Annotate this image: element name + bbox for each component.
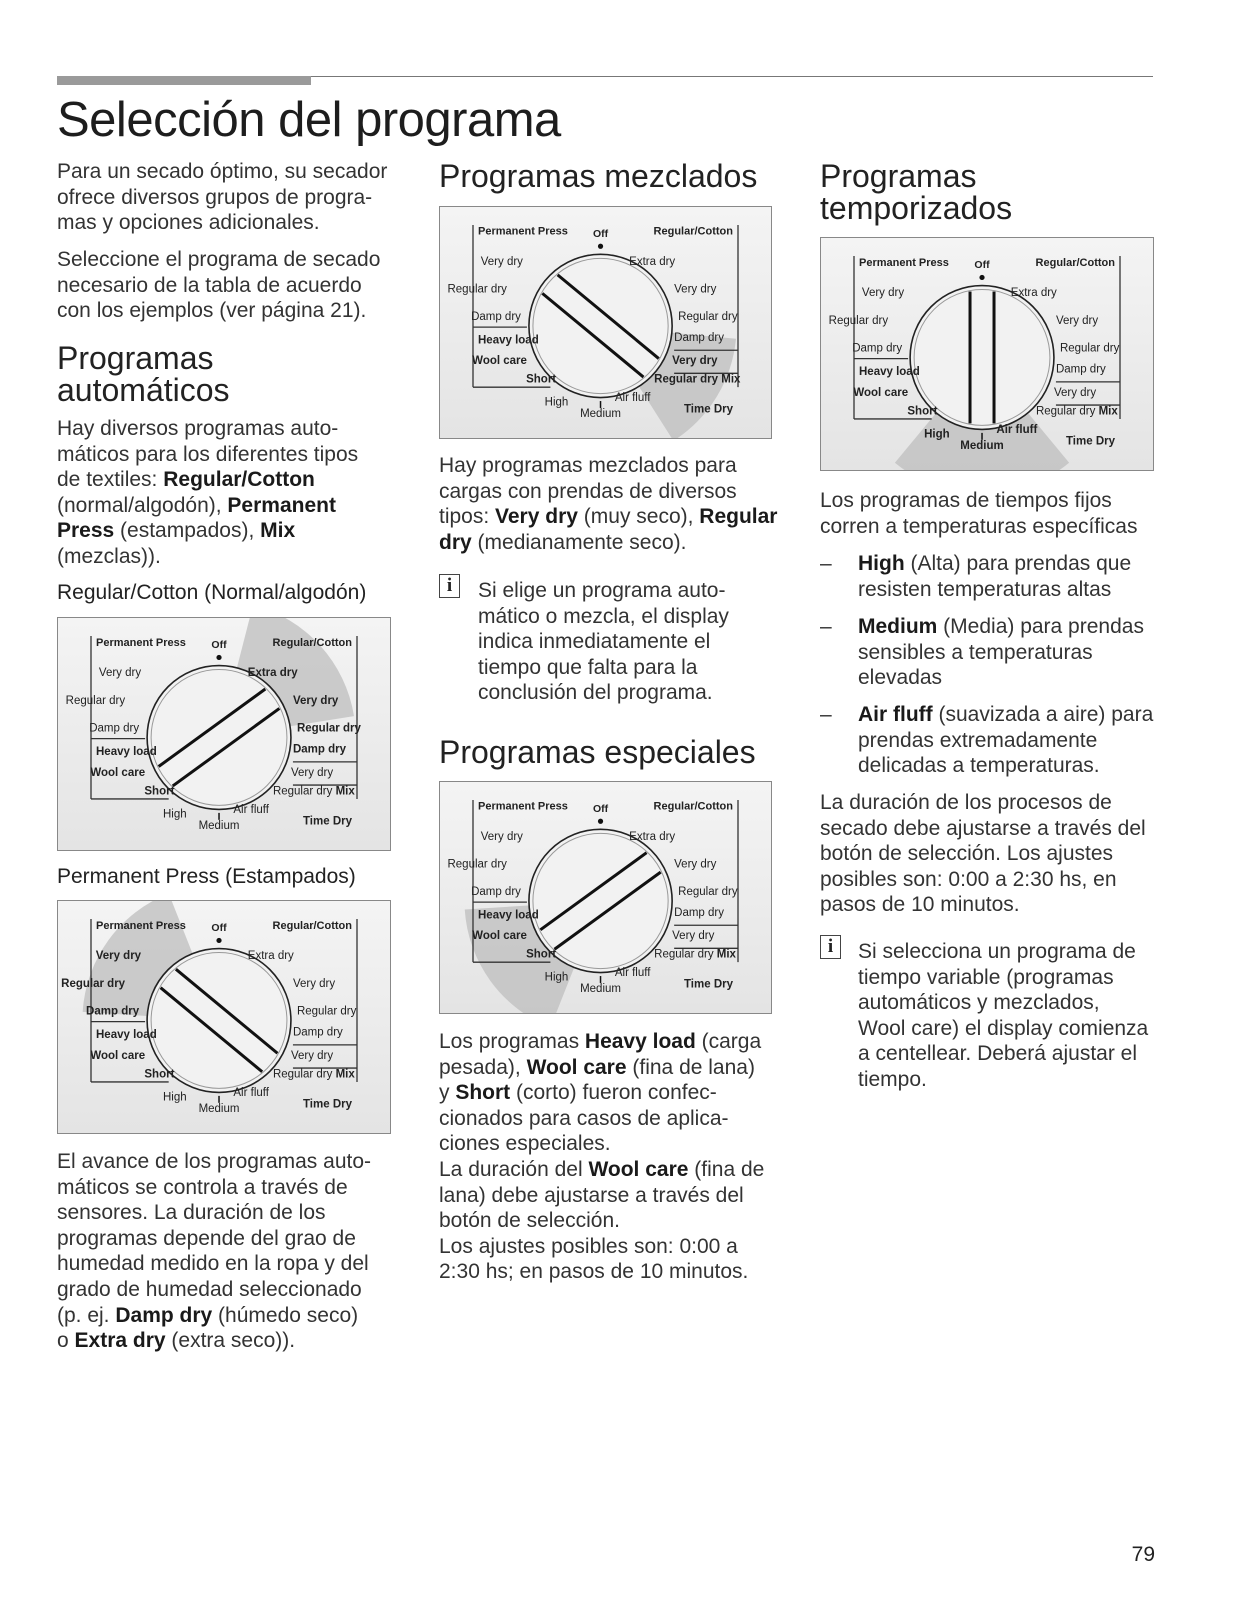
label-heavy-load: Heavy load [96, 745, 157, 758]
info-icon: i [439, 574, 460, 598]
dial-permanent-press [57, 900, 391, 1134]
bold-term: Very dry [495, 505, 578, 529]
heading-timed [820, 160, 1012, 224]
label-very-dry-right: Very dry [1055, 314, 1099, 327]
label-extra-dry-right: Extra dry [247, 667, 298, 679]
label-regular-dry-left: Regular dry [447, 858, 507, 871]
dial-special [439, 781, 772, 1014]
text-line: elevadas [858, 666, 943, 690]
label-off: Off [974, 259, 990, 272]
label-regular-dry-right: Regular dry [296, 722, 361, 735]
text-span: (extra seco)). [165, 1329, 296, 1353]
label-damp-dry-left: Damp dry [471, 886, 521, 899]
label-air-fluff: Air fluff [614, 967, 651, 980]
label-regular-dry-mix: Regular dry Mix [1035, 405, 1118, 418]
text-line [858, 702, 1158, 728]
text-span: (normal/algodón), [57, 493, 228, 517]
label-very-dry-left: Very dry [861, 287, 905, 299]
label-damp-dry-left: Damp dry [852, 342, 903, 355]
label-very-dry-left: Very dry [95, 950, 142, 962]
heading-line: Programas [820, 158, 977, 194]
label-regular-dry-mix: Regular dry Mix [654, 948, 736, 961]
text-line: delicadas a temperaturas. [858, 754, 1100, 778]
label-off: Off [211, 639, 227, 652]
bold-term: Short [455, 1081, 511, 1105]
heading-line: automáticos [57, 372, 230, 408]
heading-special: Programas especiales [439, 734, 756, 770]
text-line: Si elige un programa auto- [478, 579, 726, 602]
text-span: (medianamente seco). [471, 530, 687, 554]
text-line: grado de humedad seleccionado [57, 1277, 362, 1301]
text-line: prendas extremadamente [858, 728, 1098, 752]
label-very-dry-left: Very dry [480, 830, 523, 843]
text-line: cionados para casos de aplica- [439, 1106, 729, 1130]
text-line: corren a temperaturas específicas [820, 514, 1138, 538]
text-span: y [439, 1081, 456, 1105]
text-line: Los programas de tiempos fijos [820, 489, 1112, 512]
text-span: tipos: [439, 505, 496, 529]
text-span: (carga [695, 1030, 762, 1053]
list-item-text [858, 702, 1158, 779]
bold-term: Permanent [227, 493, 336, 517]
text-line: humedad medido en la ropa y del [57, 1252, 369, 1276]
label-off: Off [211, 922, 227, 935]
text-line [858, 551, 1158, 577]
label-high: High [924, 428, 950, 441]
label-wool-care: Wool care [472, 930, 527, 943]
text-line: (mezclas)). [57, 544, 161, 568]
info-icon: i [820, 935, 841, 959]
text-line: Para un secado óptimo, su secador [57, 160, 388, 183]
select-paragraph [57, 247, 380, 324]
text-line: programas depende del grao de [57, 1226, 356, 1250]
text-span: (corto) fueron confec- [510, 1081, 717, 1105]
text-line: resisten temperaturas altas [858, 577, 1112, 601]
bold-term: Air fluff [858, 703, 933, 726]
list-item-text [858, 614, 1158, 691]
text-line: mas y opciones adicionales. [57, 211, 320, 235]
text-span: (estampados), [114, 519, 261, 543]
bold-term: Heavy load [584, 1030, 696, 1053]
label-time-dry: Time Dry [302, 815, 352, 828]
label-regular-dry-left: Regular dry [61, 977, 126, 990]
label-heavy-load: Heavy load [478, 909, 539, 922]
label-regular-cotton: Regular/Cotton [653, 800, 733, 813]
label-very-dry-left: Very dry [98, 667, 142, 679]
text-line: sensibles a temperaturas [858, 640, 1093, 664]
label-damp-dry-right: Damp dry [1055, 363, 1106, 376]
label-time-dry: Time Dry [1065, 435, 1115, 448]
bold-term: Medium [858, 615, 938, 638]
label-regular-cotton: Regular/Cotton [272, 919, 352, 932]
text-span: (fina de [688, 1157, 765, 1181]
text-line: tiempo variable (programas [858, 965, 1114, 989]
bold-term: Press [57, 519, 115, 543]
text-line [57, 493, 358, 519]
text-line: posibles son: 0:00 a 2:30 hs, en [820, 867, 1117, 891]
text-line: automáticos y mezclados, [858, 991, 1100, 1015]
label-medium: Medium [960, 440, 1004, 453]
top-accent-bar [57, 76, 311, 85]
text-line: Hay programas mezclados para [439, 454, 737, 477]
label-short: Short [526, 373, 557, 386]
text-line: El avance de los programas auto- [57, 1150, 372, 1173]
text-line [858, 614, 1158, 640]
timed-paragraph [820, 488, 1137, 539]
bold-term: High [858, 552, 905, 575]
text-span: (p. ej. [57, 1303, 116, 1327]
text-span: La duración del [439, 1157, 589, 1181]
text-line: máticos se controla a través de [57, 1175, 348, 1199]
text-line: sensores. La duración de los [57, 1201, 326, 1225]
label-medium: Medium [198, 820, 240, 833]
text-line [439, 1080, 764, 1106]
label-regular-dry-right: Regular dry [296, 1005, 357, 1018]
text-line: Wool care) el display comienza [858, 1016, 1149, 1040]
label-air-fluff: Air fluff [233, 1086, 269, 1099]
text-line: La duración de los procesos de [820, 791, 1112, 814]
text-line: pasos de 10 minutos. [820, 893, 1020, 917]
label-very-dry-left: Very dry [480, 255, 523, 268]
label-very-dry-right: Very dry [292, 977, 336, 990]
duration-paragraph [820, 790, 1146, 918]
label-very-dry-mix: Very dry [290, 1049, 334, 1062]
text-line: conclusión del programa. [478, 681, 713, 705]
dial-timed [820, 237, 1154, 471]
bold-term: dry [439, 530, 472, 554]
label-mix: Mix [721, 373, 741, 386]
label-very-dry-right: Very dry [674, 858, 717, 871]
label-regular-dry-left: Regular dry [828, 314, 889, 327]
dial-diagram [58, 901, 390, 1133]
label-extra-dry-right: Extra dry [1010, 287, 1057, 299]
label-very-dry-right: Very dry [292, 694, 339, 707]
page-number: 79 [1131, 1543, 1155, 1566]
list-dash: – [820, 703, 832, 726]
label-regular-dry-right: Regular dry [1059, 342, 1120, 355]
bold-term: Wool care [526, 1055, 627, 1079]
label-damp-dry-right: Damp dry [292, 1026, 343, 1039]
text-span: o [57, 1329, 75, 1353]
label-mix: Mix [716, 948, 736, 961]
label-regular-cotton: Regular/Cotton [272, 636, 352, 649]
label-regular-dry-left: Regular dry [65, 694, 126, 707]
text-line [57, 518, 358, 544]
info-note-mixed [478, 578, 729, 706]
label-mix: Mix [335, 785, 355, 798]
dial-diagram [58, 618, 390, 850]
off-marker [979, 275, 984, 280]
label-damp-dry-right: Damp dry [674, 331, 725, 344]
label-regular-dry-mix: Regular dry Mix [272, 785, 355, 798]
text-line: indica inmediatamente el [478, 630, 711, 654]
label-mix: Mix [335, 1068, 355, 1081]
subheading-regular-cotton: Regular/Cotton (Normal/algodón) [57, 581, 367, 604]
label-very-dry-mix: Very dry [672, 930, 715, 943]
label-short: Short [526, 948, 557, 961]
text-line: Hay diversos programas auto- [57, 417, 339, 440]
text-line: 2:30 hs; en pasos de 10 minutos. [439, 1260, 749, 1284]
text-line: ciones especiales. [439, 1132, 611, 1156]
text-span: (muy seco), [577, 505, 700, 529]
heading-line: Programas [57, 340, 214, 376]
text-line: Seleccione el programa de secado [57, 248, 381, 271]
off-marker [216, 938, 221, 943]
text-line: tiempo. [858, 1067, 927, 1091]
label-damp-dry-right: Damp dry [292, 743, 346, 756]
label-damp-dry-left: Damp dry [86, 1005, 140, 1018]
label-off: Off [592, 803, 609, 816]
text-line [57, 467, 358, 493]
automatic-paragraph [57, 416, 358, 570]
dial-diagram [440, 782, 771, 1013]
label-permanent-press: Permanent Press [96, 919, 186, 932]
label-air-fluff: Air fluff [233, 803, 269, 816]
text-line [439, 1029, 764, 1055]
label-very-dry-right: Very dry [674, 283, 717, 296]
intro-paragraph [57, 159, 387, 236]
label-very-dry-mix: Very dry [290, 766, 334, 779]
label-time-dry: Time Dry [302, 1098, 352, 1111]
label-short: Short [144, 1068, 175, 1081]
text-line: necesario de la tabla de acuerdo [57, 273, 362, 297]
label-regular-dry-right: Regular dry [678, 886, 738, 899]
text-span: (fina de lana) [626, 1055, 755, 1079]
label-extra-dry-right: Extra dry [629, 830, 676, 843]
label-high: High [162, 808, 187, 821]
text-line [57, 1328, 371, 1354]
text-line: a centellear. Deberá ajustar el [858, 1042, 1137, 1066]
text-span: Los programas [439, 1030, 585, 1053]
label-damp-dry-right: Damp dry [674, 906, 725, 919]
text-line: botón de selección. [439, 1209, 620, 1233]
text-span: (Media) para prendas [937, 615, 1144, 638]
list-item-text [858, 551, 1158, 602]
text-line: con los ejemplos (ver página 21). [57, 299, 367, 323]
off-marker [598, 244, 603, 249]
text-span: (Alta) para prendas que [904, 552, 1132, 575]
text-line: cargas con prendas de diversos [439, 479, 737, 503]
label-permanent-press: Permanent Press [478, 800, 568, 813]
label-mix: Mix [1098, 405, 1118, 418]
label-regular-dry-mix: Regular dry Mix [272, 1068, 355, 1081]
label-damp-dry-left: Damp dry [89, 722, 140, 735]
text-line [57, 1303, 371, 1329]
label-permanent-press: Permanent Press [478, 225, 568, 238]
text-span: pesada), [439, 1055, 527, 1079]
dial-mixed [439, 206, 772, 439]
label-extra-dry-right: Extra dry [629, 255, 676, 268]
label-heavy-load: Heavy load [96, 1028, 157, 1041]
label-high: High [544, 971, 569, 984]
text-line: secado debe ajustarse a través del [820, 816, 1146, 840]
label-regular-dry-right: Regular dry [678, 311, 738, 324]
text-line [439, 1157, 764, 1183]
label-off: Off [592, 228, 609, 241]
label-short: Short [144, 785, 175, 798]
text-line: Si selecciona un programa de [858, 940, 1136, 963]
text-line: mático o mezcla, el display [478, 604, 729, 628]
text-line: botón de selección. Los ajustes [820, 842, 1114, 866]
label-wool-care: Wool care [472, 355, 527, 368]
bold-term: Wool care [588, 1157, 689, 1181]
label-heavy-load: Heavy load [859, 365, 920, 378]
dial-diagram [440, 207, 771, 438]
list-dash: – [820, 552, 832, 575]
label-regular-cotton: Regular/Cotton [653, 225, 733, 238]
label-air-fluff: Air fluff [996, 423, 1038, 436]
special-paragraph [439, 1029, 764, 1285]
page-title: Selección del programa [57, 93, 561, 147]
text-span: de textiles: [57, 468, 164, 492]
label-wool-care: Wool care [90, 766, 146, 779]
label-extra-dry-right: Extra dry [247, 950, 294, 962]
text-line [439, 530, 777, 556]
bold-term: Mix [260, 519, 296, 543]
text-line: Los ajustes posibles son: 0:00 a [439, 1234, 738, 1258]
off-marker [598, 819, 603, 824]
label-regular-dry-mix: Regular dry Mix [654, 373, 741, 386]
label-short: Short [907, 405, 938, 418]
text-span: (húmedo seco) [212, 1303, 359, 1327]
label-medium: Medium [198, 1103, 240, 1116]
bold-term: Regular/Cotton [163, 468, 315, 492]
label-medium: Medium [580, 408, 621, 421]
label-high: High [544, 396, 569, 409]
heading-mixed: Programas mezclados [439, 158, 758, 194]
text-line: máticos para los diferentes tipos [57, 442, 359, 466]
heading-automatic [57, 342, 230, 406]
mixed-paragraph [439, 453, 777, 555]
sensor-paragraph [57, 1149, 371, 1354]
label-time-dry: Time Dry [683, 978, 733, 991]
label-wool-care: Wool care [90, 1049, 146, 1062]
label-high: High [162, 1091, 187, 1104]
label-permanent-press: Permanent Press [96, 636, 186, 649]
text-line: lana) debe ajustarse a través del [439, 1183, 744, 1207]
info-note-timed [858, 939, 1148, 1093]
bold-term: Regular [699, 505, 778, 529]
label-very-dry-mix: Very dry [672, 355, 718, 368]
subheading-permanent-press: Permanent Press (Estampados) [57, 865, 356, 888]
text-span: (suavizada a aire) para [932, 703, 1154, 726]
text-line: tiempo que falta para la [478, 655, 698, 679]
label-air-fluff: Air fluff [614, 392, 651, 405]
label-heavy-load: Heavy load [478, 334, 539, 347]
label-damp-dry-left: Damp dry [471, 311, 521, 324]
label-time-dry: Time Dry [683, 403, 733, 416]
text-line [439, 504, 777, 530]
text-line: ofrece diversos grupos de progra- [57, 185, 373, 209]
bold-term: Damp dry [115, 1303, 213, 1327]
label-medium: Medium [580, 983, 621, 996]
list-dash: – [820, 615, 832, 638]
label-regular-cotton: Regular/Cotton [1035, 256, 1115, 269]
off-marker [216, 655, 221, 660]
dial-regular-cotton [57, 617, 391, 851]
bold-term: Extra dry [74, 1329, 166, 1353]
label-very-dry-mix: Very dry [1053, 386, 1097, 399]
label-wool-care: Wool care [853, 386, 909, 399]
label-regular-dry-left: Regular dry [447, 283, 507, 296]
label-permanent-press: Permanent Press [859, 256, 949, 269]
dial-diagram [821, 238, 1153, 470]
text-line [439, 1055, 764, 1081]
heading-line: temporizados [820, 190, 1013, 226]
